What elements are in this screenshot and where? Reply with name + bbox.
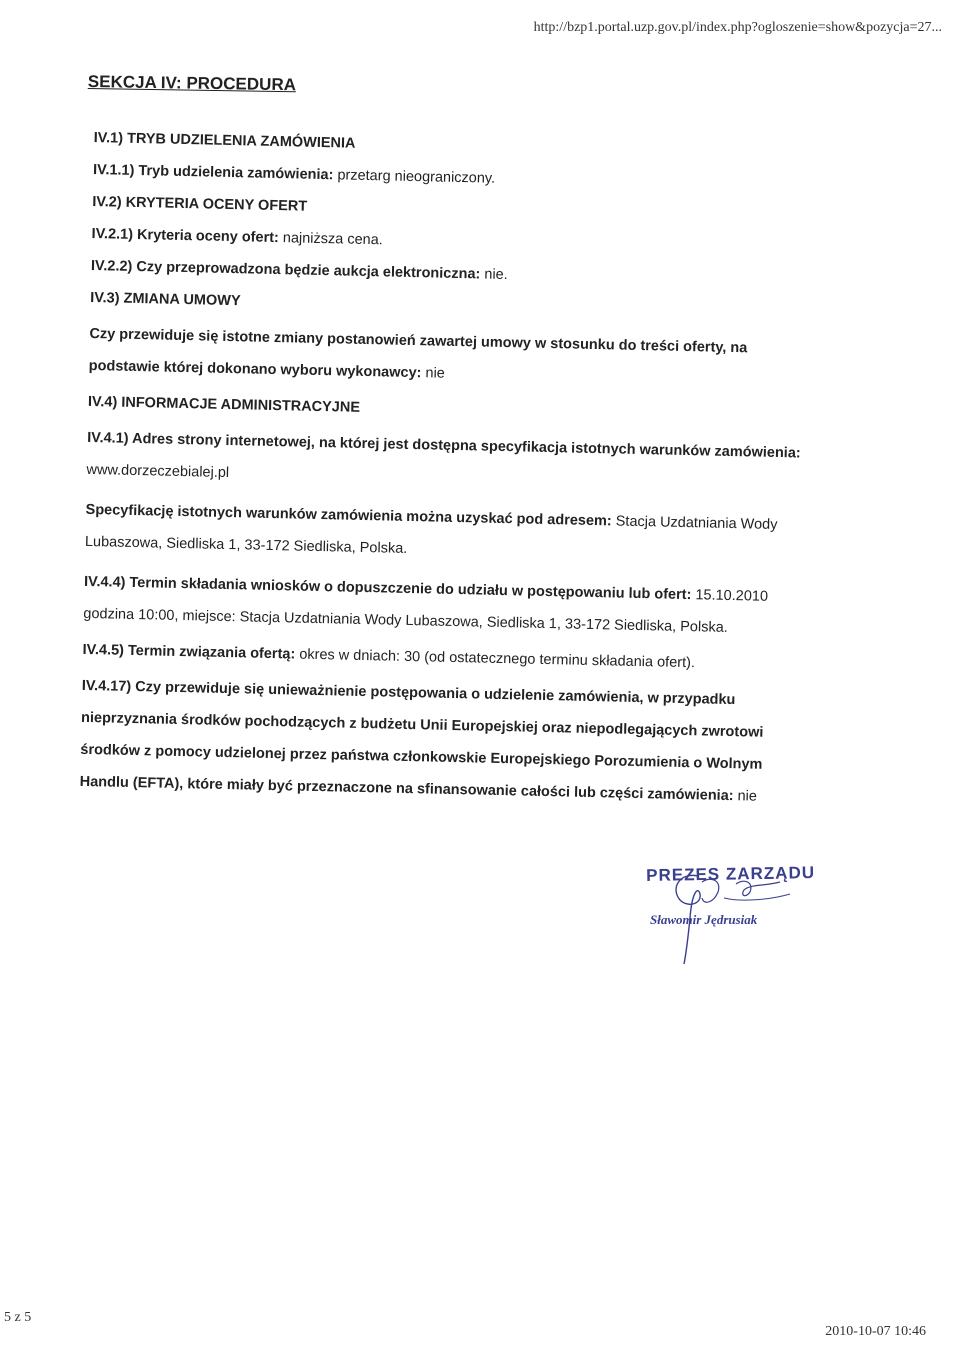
page-url: http://bzp1.portal.uzp.gov.pl/index.php?ogloszenie=show&pozycja=27... — [533, 20, 942, 35]
item-iv417-line4: Handlu (EFTA), które miały być przeznaczone na sfinansowanie całości lub części zamówienia: — [79, 773, 734, 805]
item-iv41-label: IV.4.1) Adres strony internetowej, na której jest dostępna specyfikacja istotnych warunków zamówienia: — [87, 429, 801, 462]
president-stamp — [640, 858, 840, 968]
section-title: SEKCJA IV: PROCEDURA — [87, 72, 297, 95]
item-iv44-value1: 15.10.2010 — [691, 587, 769, 605]
print-datetime: 2010-10-07 10:46 — [825, 1324, 926, 1339]
item-iv11-label: IV.1.1) Tryb udzielenia zamówienia: — [92, 161, 334, 184]
item-iv44-label: IV.4.4) Termin składania wniosków o dopuszczenie do udziału w postępowaniu lub ofert: — [83, 573, 692, 604]
item-iv417-line2: nieprzyznania środków pochodzących z budżetu Unii Europejskiej oraz niepodlegających zwrotowi — [80, 709, 764, 741]
item-iv3-question — [88, 318, 879, 399]
item-spec-label: Specyfikację istotnych warunków zamówienia można uzyskać pod adresem: — [85, 501, 612, 530]
page-number: 5 z 5 — [4, 1310, 32, 1325]
item-iv41-value: www.dorzeczebialej.pl — [86, 461, 230, 482]
item-iv3-line1: Czy przewiduje się istotne zmiany postanowień zawartej umowy w stosunku do treści oferty, na — [89, 325, 748, 357]
stamp-title: PREZES ZARZĄDU — [646, 863, 816, 885]
item-iv21-value: najniższa cena. — [278, 230, 383, 249]
item-iv45-value: okres w dniach: 30 (od ostatecznego terminu składania ofert). — [295, 646, 696, 672]
item-iv41 — [86, 422, 877, 503]
item-iv44-value2: godzina 10:00, miejsce: Stacja Uzdatniania Wody Lubaszowa, Siedliska 1, 33-172 Siedliska, Polska. — [83, 605, 728, 636]
procedure-body — [79, 126, 884, 823]
heading-iv3: IV.3) ZMIANA UMOWY — [90, 289, 241, 310]
item-iv45-label: IV.4.5) Termin związania ofertą: — [82, 641, 296, 663]
item-iv44 — [83, 566, 874, 647]
heading-iv2: IV.2) KRYTERIA OCENY OFERT — [92, 193, 308, 215]
item-spec-value1: Stacja Uzdatniania Wody — [611, 513, 778, 534]
signature-icon — [640, 858, 840, 968]
item-spec-value2: Lubaszowa, Siedliska 1, 33-172 Siedliska, Polska. — [84, 533, 408, 557]
item-iv417-value: nie — [733, 788, 758, 805]
item-iv11-value: przetarg nieograniczony. — [333, 167, 496, 187]
item-iv417-line3: środków z pomocy udzielonej przez państwa członkowskie Europejskiego Porozumienia o Wolnym — [80, 741, 763, 773]
item-spec — [85, 494, 876, 575]
item-iv417-line1: IV.4.17) Czy przewiduje się unieważnienie postępowania o udzielenie zamówienia, w przypadku — [81, 677, 736, 709]
item-iv22-value: nie. — [480, 266, 508, 284]
heading-iv1: IV.1) TRYB UDZIELENIA ZAMÓWIENIA — [93, 129, 356, 152]
stamp-name: Sławomir Jędrusiak — [650, 912, 758, 927]
item-iv21-label: IV.2.1) Kryteria oceny ofert: — [91, 225, 280, 247]
item-iv417 — [79, 670, 872, 815]
item-iv22-label: IV.2.2) Czy przeprowadzona będzie aukcja elektroniczna: — [90, 257, 481, 283]
item-iv3-value: nie — [421, 365, 445, 382]
heading-iv4: IV.4) INFORMACJE ADMINISTRACYJNE — [87, 393, 361, 416]
item-iv3-line2: podstawie której dokonano wyboru wykonawcy: — [88, 357, 422, 382]
